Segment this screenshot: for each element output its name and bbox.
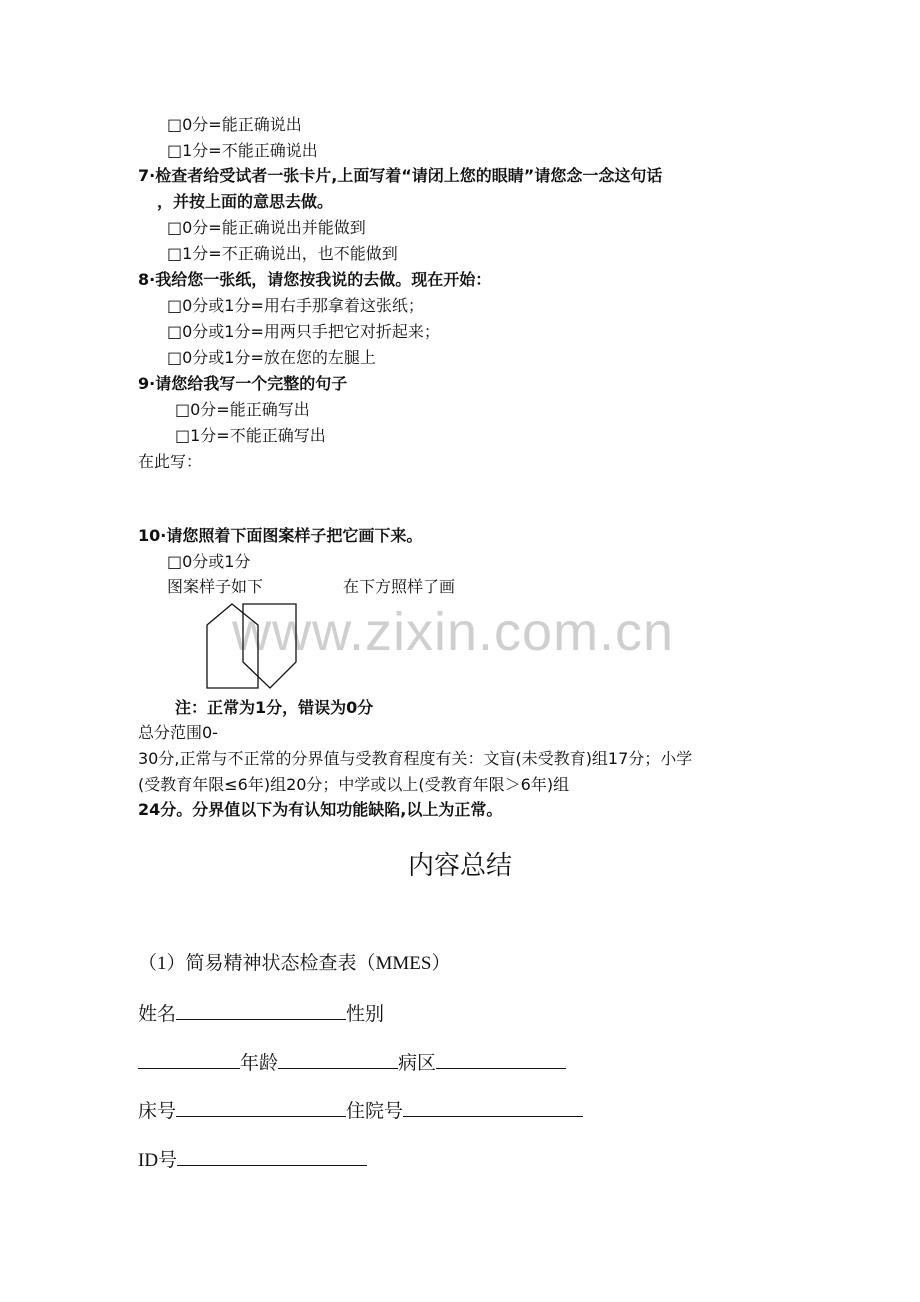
q7-question-cont: ，并按上面的意思去做。	[157, 192, 334, 211]
id-row	[138, 1146, 367, 1173]
bed-field[interactable]	[176, 1097, 346, 1117]
q9-write-here: 在此写：	[138, 452, 203, 471]
admission-number-field[interactable]	[403, 1097, 583, 1117]
q8-question: 8·我给您一张纸，请您按我说的去做。现在开始：	[138, 270, 492, 289]
q8-option-3: □0分或1分=放在您的左腿上	[167, 348, 376, 367]
scoring-note: 注：正常为1分，错误为0分	[175, 698, 374, 717]
bed-admission-row	[138, 1097, 583, 1124]
q7-question: 7·检查者给受试者一张卡片,上面写着“请闭上您的眼睛”请您念一念这句话	[138, 166, 663, 185]
ward-field[interactable]	[436, 1049, 566, 1069]
q10-sample-label: 图案样子如下	[167, 577, 264, 596]
q10-draw-label: 在下方照样了画	[343, 577, 456, 596]
q10-question: 10·请您照着下面图案样子把它画下来。	[138, 526, 423, 545]
q9-option-1: □1分=不能正确写出	[175, 426, 326, 445]
id-label: ID号	[138, 1150, 178, 1171]
q10-option: □0分或1分	[167, 552, 251, 571]
name-label: 姓名	[138, 1004, 177, 1025]
q6-option-1: □1分=不能正确说出	[167, 141, 318, 160]
name-field[interactable]	[176, 1000, 346, 1020]
left-pentagon	[207, 604, 258, 688]
q9-question: 9·请您给我写一个完整的句子	[138, 374, 348, 393]
id-field[interactable]	[177, 1146, 367, 1166]
gender-field[interactable]	[138, 1049, 240, 1069]
admission-label: 住院号	[346, 1101, 404, 1122]
name-gender-row	[138, 1000, 384, 1027]
overlapping-pentagons-figure	[200, 600, 310, 695]
cutoff-description-1: 30分,正常与不正常的分界值与受教育程度有关：文盲(未受教育)组17分；小学	[138, 749, 693, 768]
q9-option-0: □0分=能正确写出	[175, 400, 310, 419]
summary-heading: 内容总结	[407, 851, 512, 881]
age-label: 年龄	[240, 1053, 279, 1074]
q7-option-0: □0分=能正确说出并能做到	[167, 218, 366, 237]
gender-label: 性别	[346, 1004, 385, 1025]
form-title: （1）简易精神状态检查表（MMES）	[138, 953, 451, 974]
age-field[interactable]	[278, 1049, 398, 1069]
q8-option-1: □0分或1分=用右手那拿着这张纸；	[167, 296, 424, 315]
q7-option-1: □1分=不正确说出，也不能做到	[167, 244, 398, 263]
age-ward-row	[138, 1049, 566, 1076]
ward-label: 病区	[398, 1053, 437, 1074]
total-score-range: 总分范围0-	[138, 723, 218, 742]
bed-label: 床号	[138, 1101, 177, 1122]
cutoff-description-3: 24分。分界值以下为有认知功能缺陷,以上为正常。	[138, 800, 503, 819]
q6-option-0: □0分=能正确说出	[167, 115, 302, 134]
watermark: www.zixin.com.cn	[232, 602, 675, 662]
q8-option-2: □0分或1分=用两只手把它对折起来；	[167, 322, 440, 341]
cutoff-description-2: (受教育年限≤6年)组20分；中学或以上(受教育年限＞6年)组	[138, 775, 570, 794]
right-pentagon	[243, 604, 296, 688]
